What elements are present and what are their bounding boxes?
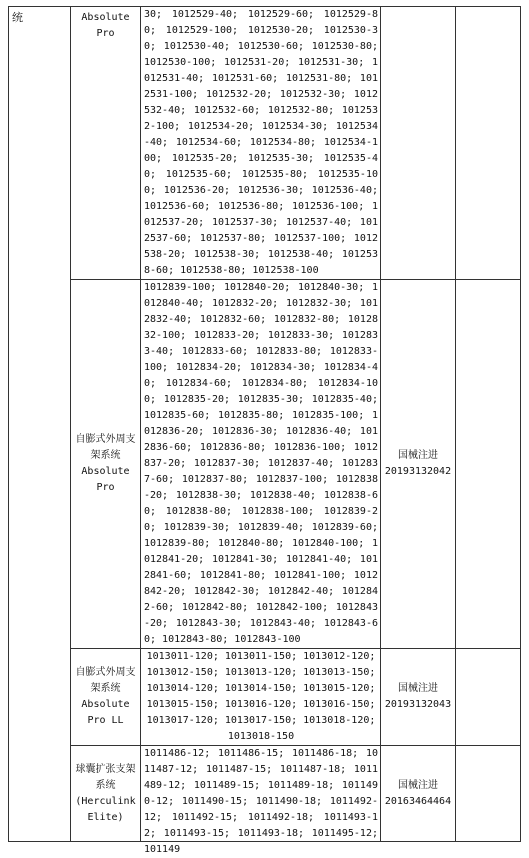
model-list: 1013011-120; 1013011-150; 1013012-120; 1013012-150; 1013013-120; 1013013-150; 1013014-120; 1013014-150; 1013015-120; 1013015-150; 1013016-120; 1013016-150; 1013017-120; 1013017-150; 1013018-120; 1013018-150 — [141, 649, 381, 746]
model-list-text: 1011486-12; 1011486-15; 1011486-18; 1011487-12; 1011487-15; 1011487-18; 1011489-12; 1011489-15; 1011489-18; 1011490-12; 1011490-15; 1011490-18; 1011492-12; 1011492-15; 1011492-18; 1011493-12; 1011493-15; 1011493-18; 1011495-12; 101149 — [144, 748, 378, 855]
product-name: Absolute Pro — [71, 7, 141, 280]
product-name: 球囊扩张支架系统 (Herculink Elite) — [71, 746, 141, 842]
table-row — [9, 7, 521, 280]
registration-number: 国械注进 20163464464 — [381, 746, 456, 842]
model-list: 1012839-100; 1012840-20; 1012840-30; 1012840-40; 1012832-20; 1012832-30; 1012832-40; 1012832-60; 1012832-80; 1012832-100; 1012833-20; 1012833-30; 1012833-40; 1012833-60; 1012833-80; 1012833-100; 1012834-20; 1012834-30; 1012834-40; 1012834-60; 1012834-80; 1012834-100; 1012835-20; 1012835-30; 1012835-40; 1012835-60; 1012835-80; 1012835-100; 1012836-20; 1012836-30; 1012836-40; 1012836-60; 1012836-80; 1012836-100; 1012837-20; 1012837-30; 1012837-40; 1012837-60; 1012837-80; 1012837-100; 1012838-20; 1012838-30; 1012838-40; 1012838-60; 1012838-80; 1012838-100; 1012839-20; 1012839-30; 1012839-40; 1012839-60; 1012839-80; 1012840-80; 1012840-100; 1012841-20; 1012841-30; 1012841-40; 1012841-60; 1012841-80; 1012841-100; 1012842-20; 1012842-30; 1012842-40; 1012842-60; 1012842-80; 1012842-100; 1012843-20; 1012843-30; 1012843-40; 1012843-60; 1012843-80; 1012843-100 — [141, 280, 381, 649]
note-cell — [456, 280, 521, 649]
registration-number: 国械注进 20193132042 — [381, 280, 456, 649]
table-row — [9, 649, 521, 746]
registration-number: 国械注进 20193132043 — [381, 649, 456, 746]
device-table — [8, 6, 521, 855]
note-cell — [456, 746, 521, 842]
product-name: 自膨式外周支架系统 Absolute Pro — [71, 280, 141, 649]
registration-number — [381, 7, 456, 280]
table-row — [9, 746, 521, 842]
table-row — [9, 280, 521, 649]
product-name: 自膨式外周支架系统 Absolute Pro LL — [71, 649, 141, 746]
model-list: 30; 1012529-40; 1012529-60; 1012529-80; 1012529-100; 1012530-20; 1012530-30; 1012530-40; 1012530-60; 1012530-80; 1012530-100; 1012531-20; 1012531-30; 1012531-40; 1012531-60; 1012531-80; 1012531-100; 1012532-20; 1012532-30; 1012532-40; 1012532-60; 1012532-80; 1012532-100; 1012534-20; 1012534-30; 1012534-40; 1012534-60; 1012534-80; 1012534-100; 1012535-20; 1012535-30; 1012535-40; 1012535-60; 1012535-80; 1012535-100; 1012536-20; 1012536-30; 1012536-40; 1012536-60; 1012536-80; 1012536-100; 1012537-20; 1012537-30; 1012537-40; 1012537-60; 1012537-80; 1012537-100; 1012538-20; 1012538-30; 1012538-40; 1012538-60; 1012538-80; 1012538-100 — [141, 7, 381, 280]
category-cell: 统 — [9, 7, 71, 842]
note-cell — [456, 649, 521, 746]
model-list — [141, 746, 381, 855]
note-cell — [456, 7, 521, 280]
